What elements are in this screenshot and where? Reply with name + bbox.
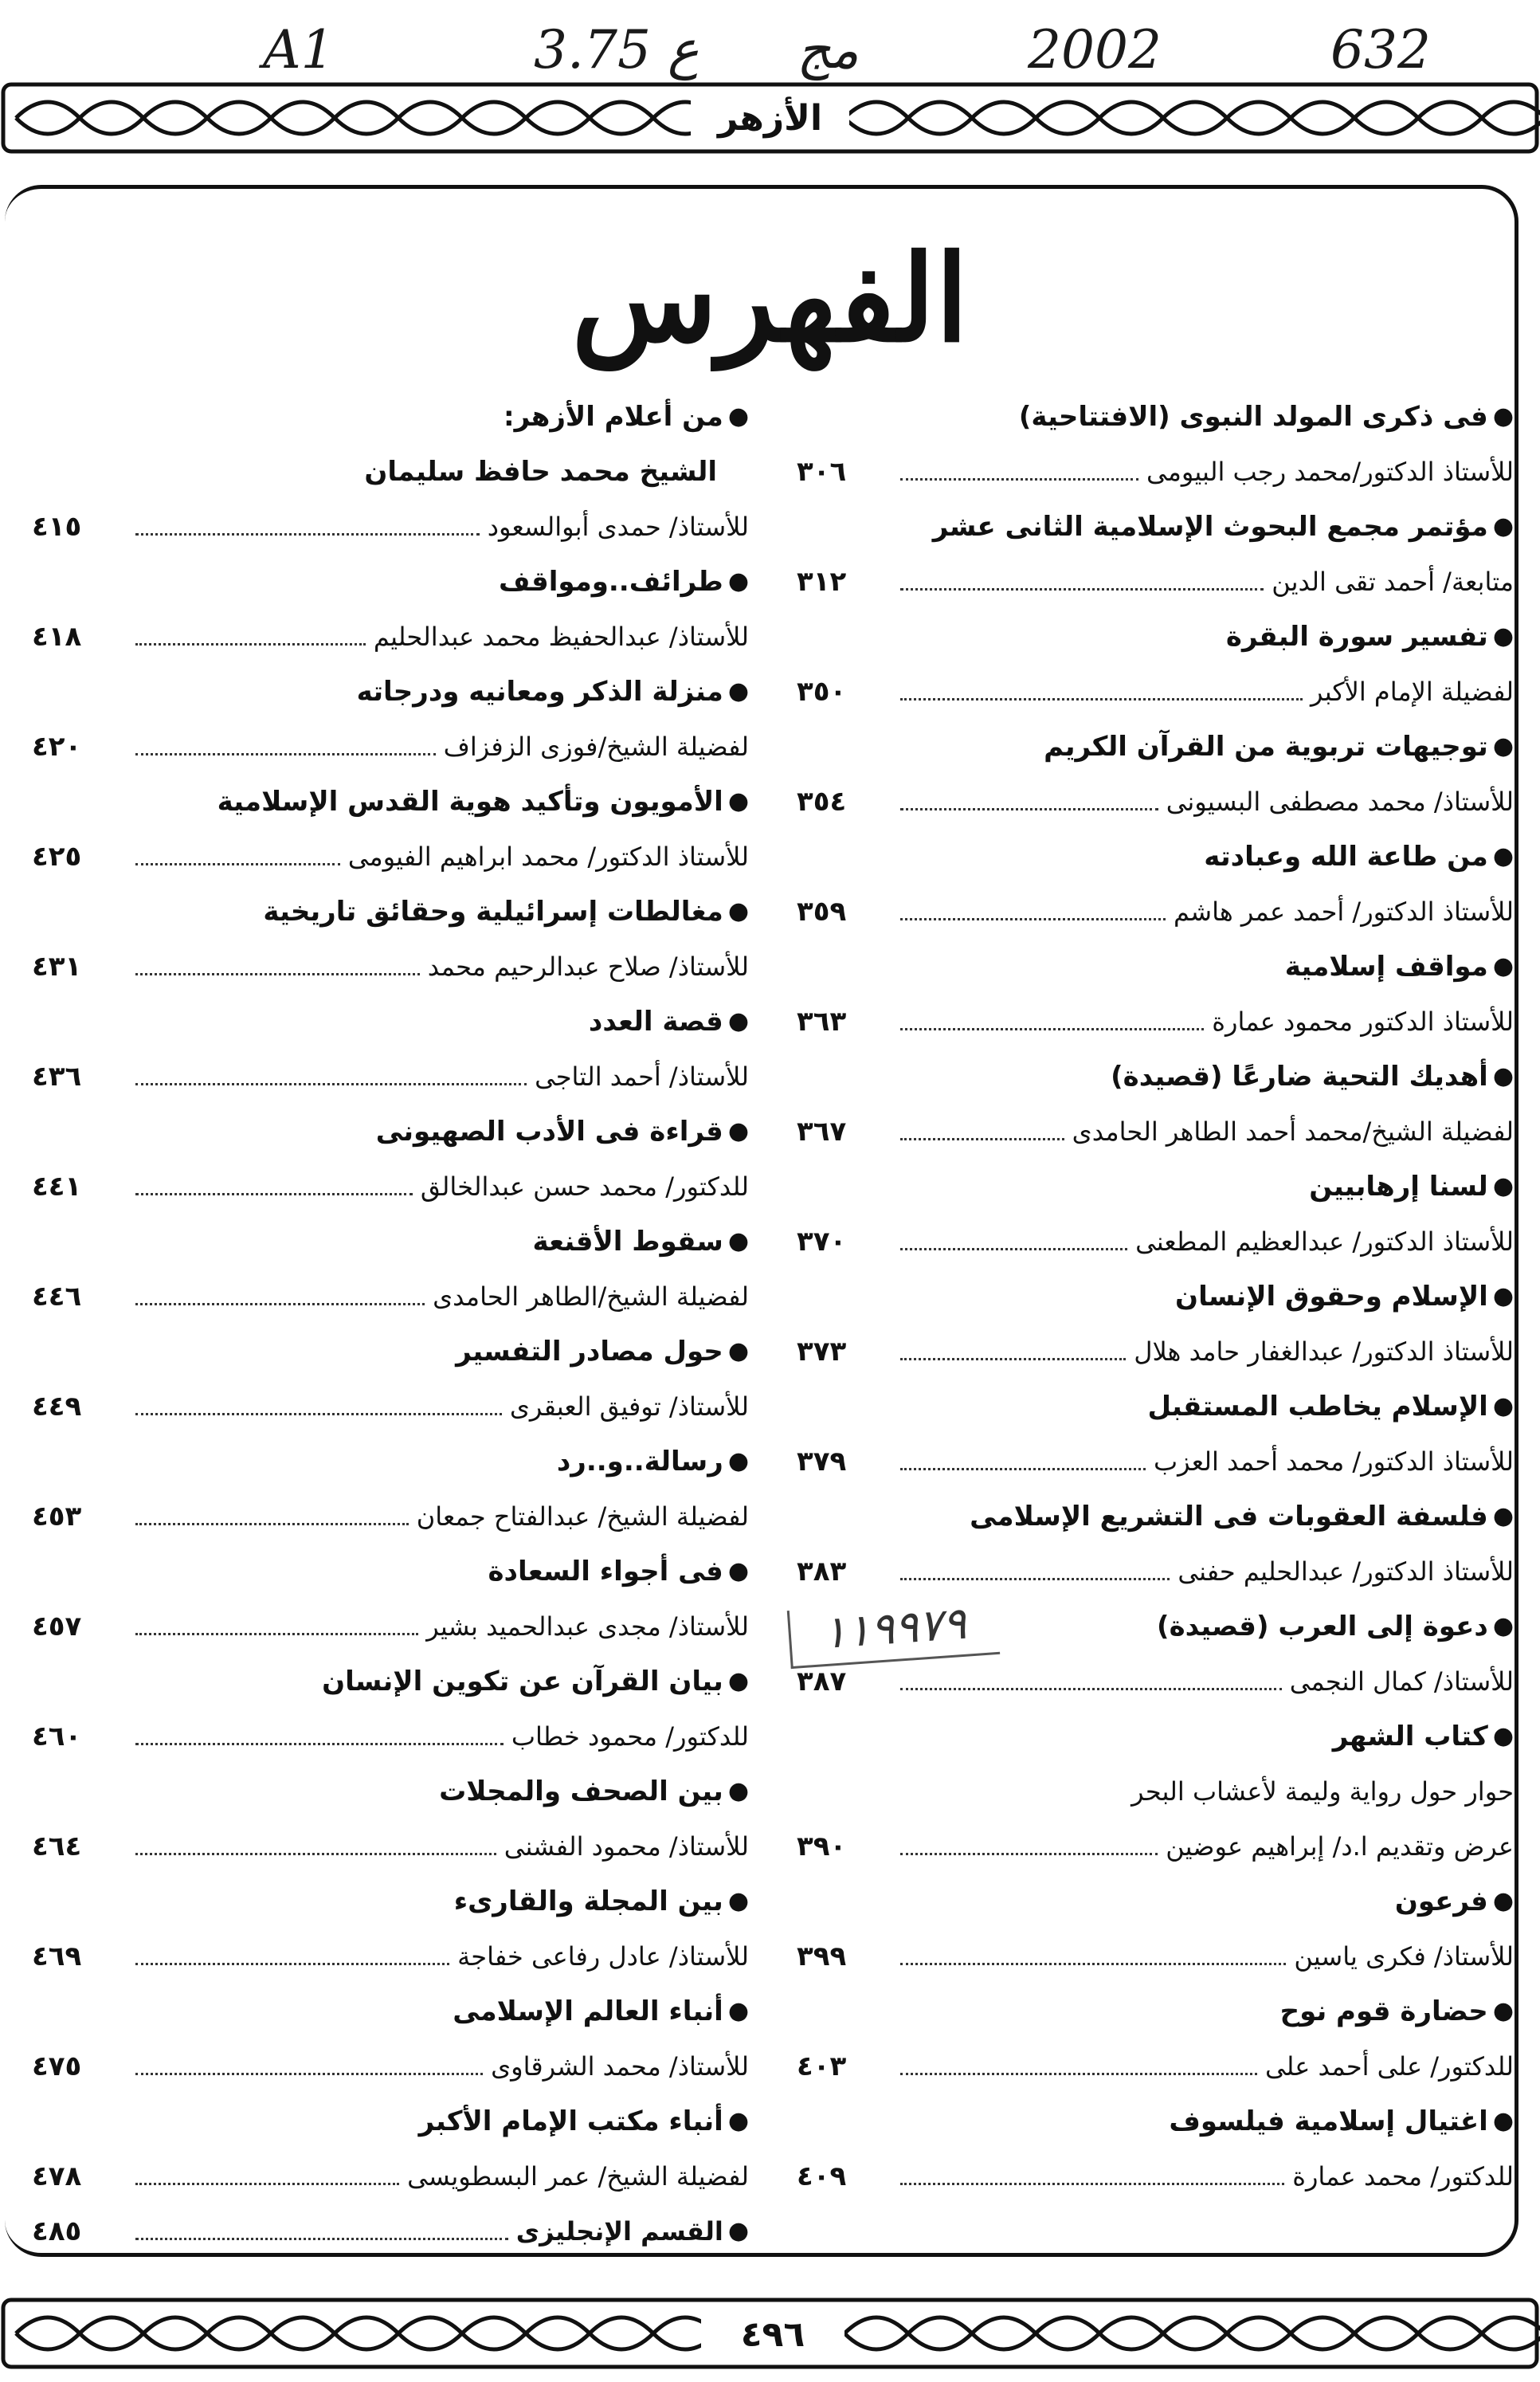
bullet-icon: ●	[727, 2107, 749, 2135]
bullet-icon: ●	[727, 1007, 749, 1035]
page-ref: ٤٧٥	[32, 2050, 82, 2082]
page-ref: ٤٠٣	[797, 2050, 847, 2082]
entry-title-text: القسم الإنجليزى	[515, 2215, 723, 2247]
dot-leader	[135, 1523, 409, 1525]
dot-leader	[135, 1853, 496, 1855]
page-ref: ٣٨٣	[797, 1555, 847, 1587]
page-ref: ٤٢٥	[32, 840, 82, 873]
dot-leader	[900, 478, 1138, 481]
bullet-icon: ●	[1492, 952, 1514, 980]
entry-title-text: فلسفة العقوبات فى التشريع الإسلامى	[970, 1500, 1488, 1532]
toc-entry-title	[797, 1269, 1514, 1324]
bullet-icon: ●	[1492, 1612, 1514, 1640]
toc-entry-title	[32, 1544, 749, 1599]
dot-leader	[135, 1303, 425, 1305]
toc-entry-title	[32, 1104, 749, 1159]
toc-entry-author	[797, 774, 1514, 829]
bullet-icon: ●	[1492, 1282, 1514, 1310]
page-ref: ٣٦٣	[797, 1005, 847, 1038]
toc-entry-title	[32, 1214, 749, 1269]
handwritten-code: A1	[263, 19, 335, 80]
author-text: للأستاذ الدكتور/ عبدالحليم حفنى	[1178, 1556, 1514, 1587]
author-text: للدكتور/ على أحمد على	[1265, 2050, 1514, 2082]
dot-leader	[900, 698, 1303, 700]
author-text: للأستاذ الدكتور/ محمد أحمد العزب	[1153, 1446, 1514, 1477]
page-ref: ٣٧٩	[797, 1445, 847, 1477]
dot-leader	[135, 2073, 483, 2075]
toc-entry-author	[797, 2149, 1514, 2203]
entry-title-text: الإسلام يخاطب المستقبل	[1147, 1390, 1488, 1423]
entry-title-text: كتاب الشهر	[1332, 1720, 1488, 1752]
toc-entry-title	[797, 2094, 1514, 2149]
page-ref: ٤١٥	[32, 510, 82, 543]
toc-entry-title	[32, 994, 749, 1049]
page-number: ٤٩٦	[701, 2314, 844, 2355]
top-ornament-border	[0, 80, 1540, 156]
page-ref: ٣٩٠	[797, 1830, 847, 1862]
entry-title-text: من طاعة الله وعبادته	[1204, 840, 1488, 873]
entry-title-text: مواقف إسلامية	[1284, 950, 1488, 983]
entry-title-text: فى أجواء السعادة	[488, 1555, 723, 1587]
entry-title-text: مؤتمر مجمع البحوث الإسلامية الثانى عشر	[932, 510, 1488, 543]
page-ref: ٣٨٧	[797, 1665, 847, 1697]
toc-entry-author	[32, 1929, 749, 1984]
bullet-icon: ●	[1492, 1062, 1514, 1090]
bullet-icon: ●	[1492, 622, 1514, 650]
bullet-icon: ●	[727, 897, 749, 925]
bullet-icon: ●	[1492, 1172, 1514, 1200]
dot-leader	[900, 588, 1264, 591]
page-ref: ٤٥٧	[32, 1610, 82, 1642]
dot-leader	[900, 1358, 1126, 1360]
page-ref: ٤٤٦	[32, 1280, 82, 1313]
author-text: لفضيلة الشيخ/ عبدالفتاح جمعان	[416, 1501, 749, 1532]
author-text: للأستاذ/ محمد الشرقاوى	[491, 2050, 749, 2082]
dot-leader	[900, 1578, 1170, 1580]
page-ref: ٤٢٠	[32, 730, 82, 763]
entry-title-text: دعوة إلى العرب (قصيدة)	[1157, 1610, 1488, 1642]
page-ref: ٣٧٠	[797, 1225, 847, 1258]
author-text: للأستاذ/ حمدى أبوالسعود	[487, 511, 749, 542]
toc-entry-author	[32, 2149, 749, 2203]
entry-title-text: لسنا إرهابيين	[1309, 1170, 1488, 1203]
author-text: للأستاذ/ مجدى عبدالحميد بشير	[426, 1611, 749, 1642]
toc-entry-title	[797, 1049, 1514, 1104]
author-text: للأستاذ/ محمود الفشنى	[504, 1831, 749, 1862]
page-ref: ٣٥٩	[797, 895, 847, 928]
toc-entry-author	[797, 1434, 1514, 1489]
toc-entry-title	[797, 1159, 1514, 1214]
entry-title-text: مغالطات إسرائيلية وحقائق تاريخية	[263, 895, 723, 928]
page-ref: ٤١٨	[32, 620, 82, 653]
entry-title-text: فرعون	[1394, 1885, 1488, 1917]
entry-title-text: توجيهات تربوية من القرآن الكريم	[1044, 730, 1488, 763]
toc-entry-note: حوار حول رواية وليمة لأعشاب البحر	[1131, 1776, 1514, 1807]
page-ref: ٣٥٠	[797, 675, 847, 708]
bullet-icon: ●	[727, 1997, 749, 2025]
bullet-icon: ●	[727, 1447, 749, 1475]
page-ref: ٣٠٦	[797, 455, 847, 488]
toc-entry-author	[32, 1159, 749, 1214]
toc-entry-title	[797, 1489, 1514, 1544]
toc-entry-author	[797, 994, 1514, 1049]
page-ref: ٤٦٩	[32, 1940, 82, 1972]
toc-entry-author	[32, 1709, 749, 1764]
author-text: متابعة/ أحمد تقى الدين	[1272, 566, 1514, 597]
toc-entry-title	[797, 1874, 1514, 1929]
toc-entry-author	[797, 884, 1514, 939]
toc-entry-author	[797, 1214, 1514, 1269]
bullet-icon: ●	[1492, 1997, 1514, 2025]
dot-leader	[135, 1743, 504, 1745]
page-ref: ٣١٢	[797, 565, 847, 598]
bullet-icon: ●	[1492, 1887, 1514, 1915]
toc-entry-author	[32, 1049, 749, 1104]
author-text: لفضيلة الشيخ/فوزى الزفزاف	[443, 731, 749, 762]
toc-entry-author	[32, 719, 749, 774]
toc-entry-title	[797, 499, 1514, 554]
toc-entry-title	[32, 1434, 749, 1489]
toc-entry-author	[797, 1324, 1514, 1379]
toc-entry-title	[32, 884, 749, 939]
handwritten-ref: 3.ع 75	[534, 19, 699, 80]
page-ref: ٣٩٩	[797, 1940, 847, 1972]
entry-title-text: قراءة فى الأدب الصهيونى	[375, 1115, 723, 1148]
toc-entry-author	[797, 1929, 1514, 1984]
bullet-icon: ●	[1492, 512, 1514, 540]
entry-title-text: سقوط الأقنعة	[532, 1225, 723, 1258]
toc-entry-title	[797, 829, 1514, 884]
entry-title-text: من أعلام الأزهر:	[504, 400, 723, 433]
toc-entry-author	[32, 1489, 749, 1544]
toc-column-left	[32, 389, 749, 2258]
bullet-icon: ●	[1492, 1392, 1514, 1420]
toc-entry-author	[32, 1269, 749, 1324]
entry-title-text: طرائف..ومواقف	[498, 565, 723, 598]
dot-leader	[900, 1963, 1286, 1965]
author-text: لفضيلة الشيخ/الطاهر الحامدى	[433, 1281, 749, 1312]
author-text: للأستاذ/ أحمد التاجى	[535, 1061, 749, 1092]
toc-entry-author	[32, 1379, 749, 1434]
author-text: للأستاذ/ عادل رفاعى خفاجة	[457, 1941, 749, 1972]
bullet-icon: ●	[727, 1117, 749, 1145]
toc-entry-author	[32, 2039, 749, 2094]
author-text: للأستاذ الدكتور/محمد رجب البيومى	[1146, 456, 1514, 487]
toc-entry-subtitle: الشيخ محمد حافظ سليمان	[364, 455, 717, 488]
toc-entry-title	[797, 719, 1514, 774]
entry-title-text: الإسلام وحقوق الإنسان	[1175, 1280, 1488, 1313]
bullet-icon: ●	[727, 1887, 749, 1915]
toc-entry-title	[32, 1874, 749, 1929]
dot-leader	[135, 753, 436, 755]
bullet-icon: ●	[727, 1227, 749, 1255]
page-title: الفهرس	[571, 229, 969, 369]
page-ref: ٤٧٨	[32, 2160, 82, 2192]
toc-entry-author	[32, 939, 749, 994]
toc-entry-title	[797, 1984, 1514, 2039]
page-ref: ٤٣٦	[32, 1060, 82, 1093]
entry-title-text: اغتيال إسلامية فيلسوف	[1169, 2105, 1488, 2137]
page-ref: ٤٦٠	[32, 1720, 82, 1752]
dot-leader	[900, 1688, 1282, 1690]
dot-leader	[135, 2183, 399, 2185]
page-ref: ٤٤٩	[32, 1390, 82, 1423]
dot-leader	[900, 1138, 1064, 1140]
toc-entry-author	[797, 1544, 1514, 1599]
entry-title-text: فى ذكرى المولد النبوى (الافتتاحية)	[1018, 400, 1488, 433]
toc-entry-title	[32, 774, 749, 829]
bullet-icon: ●	[1492, 1722, 1514, 1750]
handwritten-number: 632	[1330, 19, 1431, 80]
dot-leader	[135, 1413, 502, 1415]
toc-entry-author	[797, 444, 1514, 499]
author-text: للأستاذ الدكتور/ عبدالعظيم المطعنى	[1135, 1226, 1514, 1257]
toc-entry-author	[797, 554, 1514, 609]
toc-entry-title	[32, 664, 749, 719]
bullet-icon: ●	[727, 2217, 749, 2245]
dot-leader	[135, 1633, 418, 1635]
entry-title-text: قصة العدد	[588, 1005, 723, 1038]
toc-entry-title	[32, 1324, 749, 1379]
page-ref: ٤٤١	[32, 1170, 82, 1203]
bullet-icon: ●	[1492, 402, 1514, 430]
page-ref: ٤٥٣	[32, 1500, 82, 1532]
handwritten-year: 2002	[1028, 19, 1162, 80]
entry-title-text: منزلة الذكر ومعانيه ودرجاته	[356, 675, 723, 708]
author-text: للأستاذ/ توفيق العبقرى	[509, 1391, 749, 1422]
dot-leader	[900, 1248, 1127, 1250]
toc-entry-author	[797, 1654, 1514, 1709]
bullet-icon: ●	[1492, 732, 1514, 760]
toc-entry-title	[32, 2203, 749, 2258]
masthead-label: الأزهر	[691, 98, 849, 139]
entry-title-text: أنباء مكتب الإمام الأكبر	[418, 2105, 723, 2137]
dot-leader	[900, 1468, 1146, 1470]
entry-title-text: أنباء العالم الإسلامى	[453, 1995, 723, 2027]
dot-leader	[135, 1083, 527, 1085]
author-text: لفضيلة الشيخ/ عمر البسطويسى	[407, 2160, 749, 2192]
bullet-icon: ●	[1492, 2107, 1514, 2135]
dot-leader	[900, 1853, 1158, 1855]
author-text: للدكتور/ محمود خطاب	[511, 1721, 749, 1752]
dot-leader	[135, 973, 420, 975]
author-text: للأستاذ/ عبدالحفيظ محمد عبدالحليم	[373, 621, 749, 652]
entry-title-text: أهديك التحية ضارعًا (قصيدة)	[1111, 1060, 1488, 1093]
toc-column-right	[797, 389, 1514, 2203]
author-text: للأستاذ/ فكرى ياسين	[1294, 1941, 1514, 1972]
page-ref: ٤٣١	[32, 950, 82, 983]
author-text: للأستاذ الدكتور/ محمد ابراهيم الفيومى	[347, 841, 749, 872]
toc-entry-title	[32, 1984, 749, 2039]
dot-leader	[900, 1028, 1204, 1030]
toc-entry-title	[797, 609, 1514, 664]
author-text: للدكتور/ محمد حسن عبدالخالق	[420, 1171, 749, 1202]
dot-leader	[135, 643, 366, 646]
author-text: للأستاذ الدكتور/ أحمد عمر هاشم	[1173, 896, 1514, 927]
toc-entry-author	[797, 664, 1514, 719]
dot-leader	[135, 1963, 449, 1965]
toc-entry-title	[32, 2094, 749, 2149]
toc-entry-author	[32, 609, 749, 664]
toc-entry-author	[797, 1819, 1514, 1874]
toc-entry-author	[32, 829, 749, 884]
bullet-icon: ●	[727, 1667, 749, 1695]
author-text: للأستاذ الدكتور/ عبدالغفار حامد هلال	[1134, 1336, 1514, 1367]
entry-title-text: الأمويون وتأكيد هوية القدس الإسلامية	[217, 785, 723, 818]
toc-entry-author	[797, 1104, 1514, 1159]
author-text: للأستاذ الدكتور محمود عمارة	[1212, 1006, 1514, 1037]
author-text: عرض وتقديم ا.د/ إبراهيم عوضين	[1166, 1831, 1514, 1862]
entry-title-text: بيان القرآن عن تكوين الإنسان	[322, 1665, 723, 1697]
dot-leader	[135, 1193, 413, 1195]
page-ref: ٤٦٤	[32, 1830, 82, 1862]
dot-leader	[900, 2073, 1257, 2075]
bullet-icon: ●	[727, 1557, 749, 1585]
toc-entry-title	[32, 389, 749, 444]
dot-leader	[135, 863, 340, 865]
toc-entry-author	[797, 2039, 1514, 2094]
toc-entry-title	[32, 554, 749, 609]
author-text: للدكتور/ محمد عمارة	[1292, 2160, 1514, 2192]
handwritten-vol: مج	[797, 19, 859, 80]
toc-entry-author	[32, 499, 749, 554]
dot-leader	[135, 2238, 508, 2240]
toc-entry-title	[797, 1709, 1514, 1764]
author-text: لفضيلة الإمام الأكبر	[1311, 676, 1514, 707]
toc-entry-title	[797, 1379, 1514, 1434]
entry-title-text: بين الصحف والمجلات	[439, 1775, 723, 1807]
bullet-icon: ●	[727, 1777, 749, 1805]
bullet-icon: ●	[727, 677, 749, 705]
dot-leader	[900, 918, 1166, 920]
entry-title-text: تفسير سورة البقرة	[1225, 620, 1488, 653]
dot-leader	[900, 808, 1158, 810]
page-ref: ٣٦٧	[797, 1115, 847, 1148]
bullet-icon: ●	[727, 1337, 749, 1365]
page-ref: ٣٧٣	[797, 1335, 847, 1368]
toc-entry-author	[32, 1819, 749, 1874]
bullet-icon: ●	[1492, 1502, 1514, 1530]
dot-leader	[900, 2183, 1284, 2185]
author-text: للأستاذ/ صلاح عبدالرحيم محمد	[427, 951, 749, 982]
toc-entry-author	[32, 1599, 749, 1654]
entry-title-text: حضارة قوم نوح	[1279, 1995, 1488, 2027]
toc-entry-title	[32, 1764, 749, 1819]
bullet-icon: ●	[727, 402, 749, 430]
toc-entry-title	[797, 939, 1514, 994]
accession-stamp: ١١٩٩٧٩	[787, 1596, 1000, 1669]
dot-leader	[135, 533, 480, 536]
author-text: للأستاذ/ كمال النجمى	[1289, 1666, 1514, 1697]
entry-title-text: بين المجلة والقارىء	[453, 1885, 723, 1917]
bullet-icon: ●	[727, 787, 749, 815]
entry-title-text: رسالة..و..رد	[556, 1445, 723, 1477]
bullet-icon: ●	[1492, 842, 1514, 870]
author-text: لفضيلة الشيخ/محمد أحمد الطاهر الحامدى	[1072, 1116, 1514, 1147]
author-text: للأستاذ/ محمد مصطفى البسيونى	[1166, 786, 1514, 817]
page-ref: ٤٠٩	[797, 2160, 847, 2192]
page-ref: ٤٨٥	[32, 2215, 82, 2247]
bullet-icon: ●	[727, 567, 749, 595]
toc-entry-title	[797, 389, 1514, 444]
page-ref: ٣٥٤	[797, 785, 847, 818]
entry-title-text: حول مصادر التفسير	[456, 1335, 723, 1368]
toc-entry-title	[32, 1654, 749, 1709]
